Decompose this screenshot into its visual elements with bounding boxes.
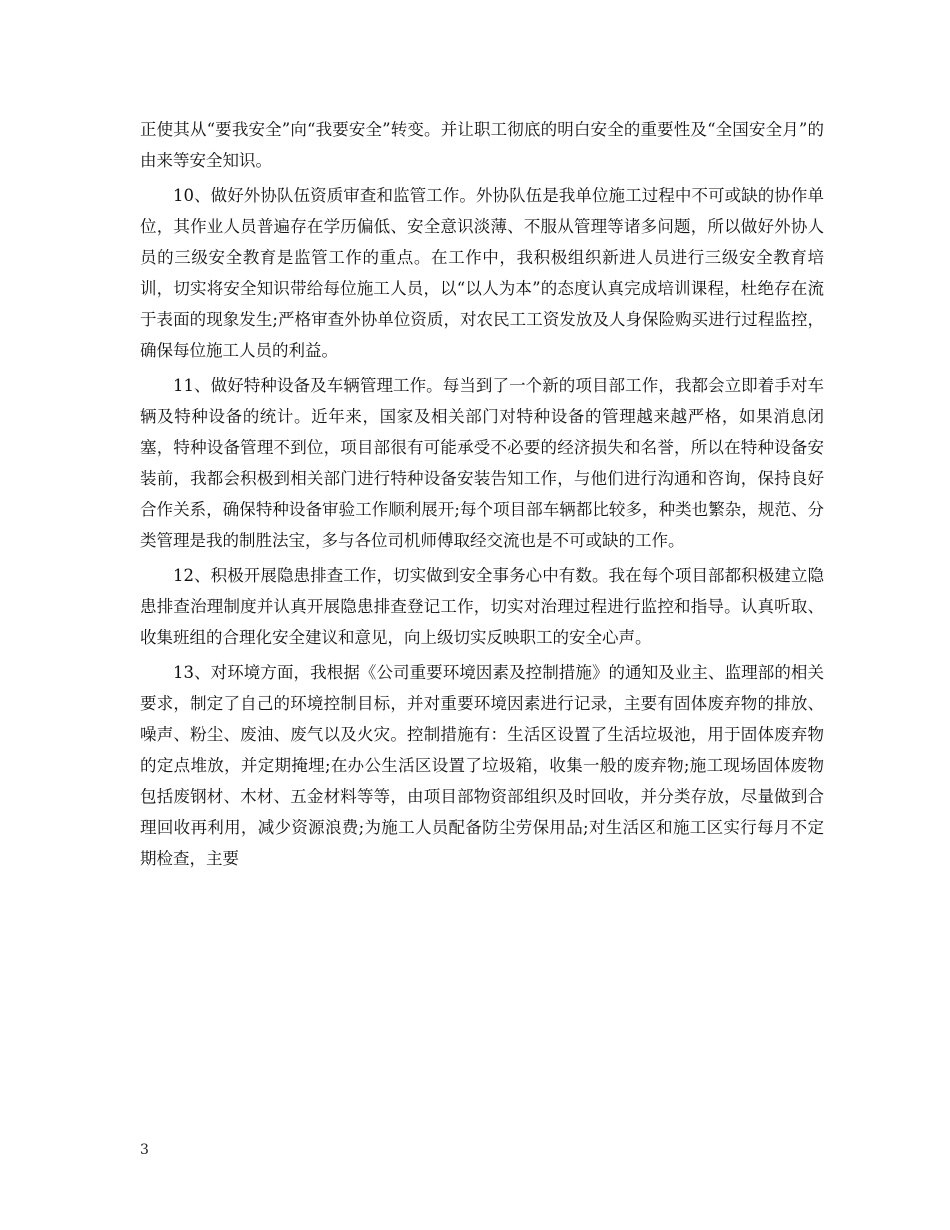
paragraph-item-13: 13、对环境方面，我根据《公司重要环境因素及控制措施》的通知及业主、监理部的相关要求，制定了自己的环境控制目标，并对重要环境因素进行记录，主要有固体废弃物的排放、噪声、粉尘、废油、废气以及火灾。控制措施有：生活区设置了生活垃圾池，用于固体废弃物的定点堆放，并定期掩埋;在办公生活区设置了垃圾箱，收集一般的废弃物;施工现场固体废物包括废钢材、木材、五金材料等等，由项目部物资部组织及时回收，并分类存放，尽量做到合理回收再利用，减少资源浪费;为施工人员配备防尘劳保用品;对生活区和施工区实行每月不定期检查，主要 [140, 663, 824, 868]
paragraph-continuation: 正使其从“要我安全”向“我要安全”转变。并让职工彻底的明白安全的重要性及“全国安全月”的由来等安全知识。 [140, 120, 824, 170]
paragraph-item-12: 12、积极开展隐患排查工作，切实做到安全事务心中有数。我在每个项目部都积极建立隐患排查治理制度并认真开展隐患排查登记工作，切实对治理过程进行监控和指导。认真听取、收集班组的合理化安全建议和意见，向上级切实反映职工的安全心声。 [140, 566, 824, 647]
paragraph-item-11: 11、做好特种设备及车辆管理工作。每当到了一个新的项目部工作，我都会立即着手对车辆及特种设备的统计。近年来，国家及相关部门对特种设备的管理越来越严格，如果消息闭塞，特种设备管理不到位，项目部很有可能承受不必要的经济损失和名誉，所以在特种设备安装前，我都会积极到相关部门进行特种设备安装告知工作，与他们进行沟通和咨询，保持良好合作关系，确保特种设备审验工作顺利展开;每个项目部车辆都比较多，种类也繁杂，规范、分类管理是我的制胜法宝，多与各位司机师傅取经交流也是不可或缺的工作。 [140, 376, 824, 550]
document-body [140, 114, 824, 878]
page-number: 3 [140, 1142, 149, 1158]
paragraph-item-10: 10、做好外协队伍资质审查和监管工作。外协队伍是我单位施工过程中不可或缺的协作单位，其作业人员普遍存在学历偏低、安全意识淡薄、不服从管理等诸多问题，所以做好外协人员的三级安全教育是监管工作的重点。在工作中，我积极组织新进人员进行三级安全教育培训，切实将安全知识带给每位施工人员，以“以人为本”的态度认真完成培训课程，杜绝存在流于表面的现象发生;严格审查外协单位资质，对农民工工资发放及人身保险购买进行过程监控，确保每位施工人员的利益。 [140, 186, 824, 360]
